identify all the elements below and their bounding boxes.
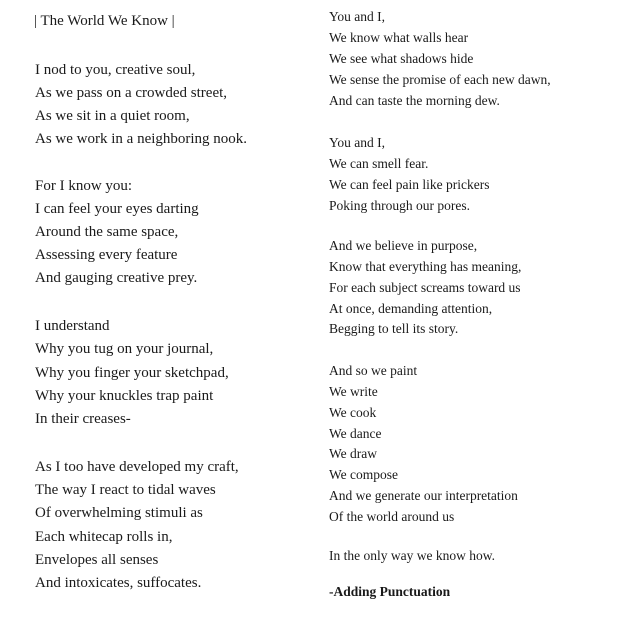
poem-line: Each whitecap rolls in,	[35, 529, 173, 545]
poem-line: And intoxicates, suffocates.	[35, 575, 202, 591]
poem-line: We dance	[329, 426, 382, 441]
poem-line: And we generate our interpretation	[329, 488, 518, 503]
poem-line: I understand	[35, 318, 110, 334]
poem-line: We draw	[329, 446, 378, 461]
poem-line: At once, demanding attention,	[329, 301, 493, 316]
poem-line: Envelopes all senses	[35, 552, 159, 568]
poem-line: We compose	[329, 467, 399, 482]
poem-line: We write	[329, 384, 378, 399]
poem-line: Of overwhelming stimuli as	[35, 505, 203, 521]
poem-line: We see what shadows hide	[329, 51, 474, 66]
poem-line: Why you finger your sketchpad,	[35, 365, 229, 381]
poem-line: Why you tug on your journal,	[35, 341, 214, 357]
poem-line: As we pass on a crowded street,	[35, 85, 228, 101]
poem-line: You and I,	[329, 9, 386, 24]
poem-signature: -Adding Punctuation	[329, 584, 451, 599]
poem-line: The way I react to tidal waves	[35, 482, 216, 498]
poem-line: And can taste the morning dew.	[329, 93, 500, 108]
poem-line: Assessing every feature	[35, 247, 178, 263]
poem-line: We know what walls hear	[329, 30, 469, 45]
poem-line: For I know you:	[35, 178, 133, 194]
poem-line: Know that everything has meaning,	[329, 259, 522, 274]
poem-line: Of the world around us	[329, 509, 455, 524]
poem-line: Around the same space,	[35, 224, 179, 240]
poem-line: As we work in a neighboring nook.	[35, 131, 248, 147]
poem-line: As I too have developed my craft,	[35, 459, 239, 475]
poem-line: As we sit in a quiet room,	[35, 108, 190, 124]
poem-title: | The World We Know |	[34, 13, 175, 29]
poem-line: I can feel your eyes darting	[35, 201, 199, 217]
poem-line: We can feel pain like prickers	[329, 177, 490, 192]
poem-line: We cook	[329, 405, 377, 420]
poem-line: And gauging creative prey.	[35, 270, 198, 286]
poem-line: Begging to tell its story.	[329, 321, 459, 336]
poem-line: We sense the promise of each new dawn,	[329, 72, 551, 87]
poem-line: In the only way we know how.	[329, 548, 495, 563]
poem-line: Why your knuckles trap paint	[35, 388, 214, 404]
poem-line: And so we paint	[329, 363, 418, 378]
poem-line: And we believe in purpose,	[329, 238, 478, 253]
poem-line: Poking through our pores.	[329, 198, 470, 213]
poem-line: We can smell fear.	[329, 156, 429, 171]
poem-line: I nod to you, creative soul,	[35, 62, 196, 78]
poem-line: For each subject screams toward us	[329, 280, 521, 295]
poem-line: In their creases-	[35, 411, 131, 427]
poem-line: You and I,	[329, 135, 386, 150]
